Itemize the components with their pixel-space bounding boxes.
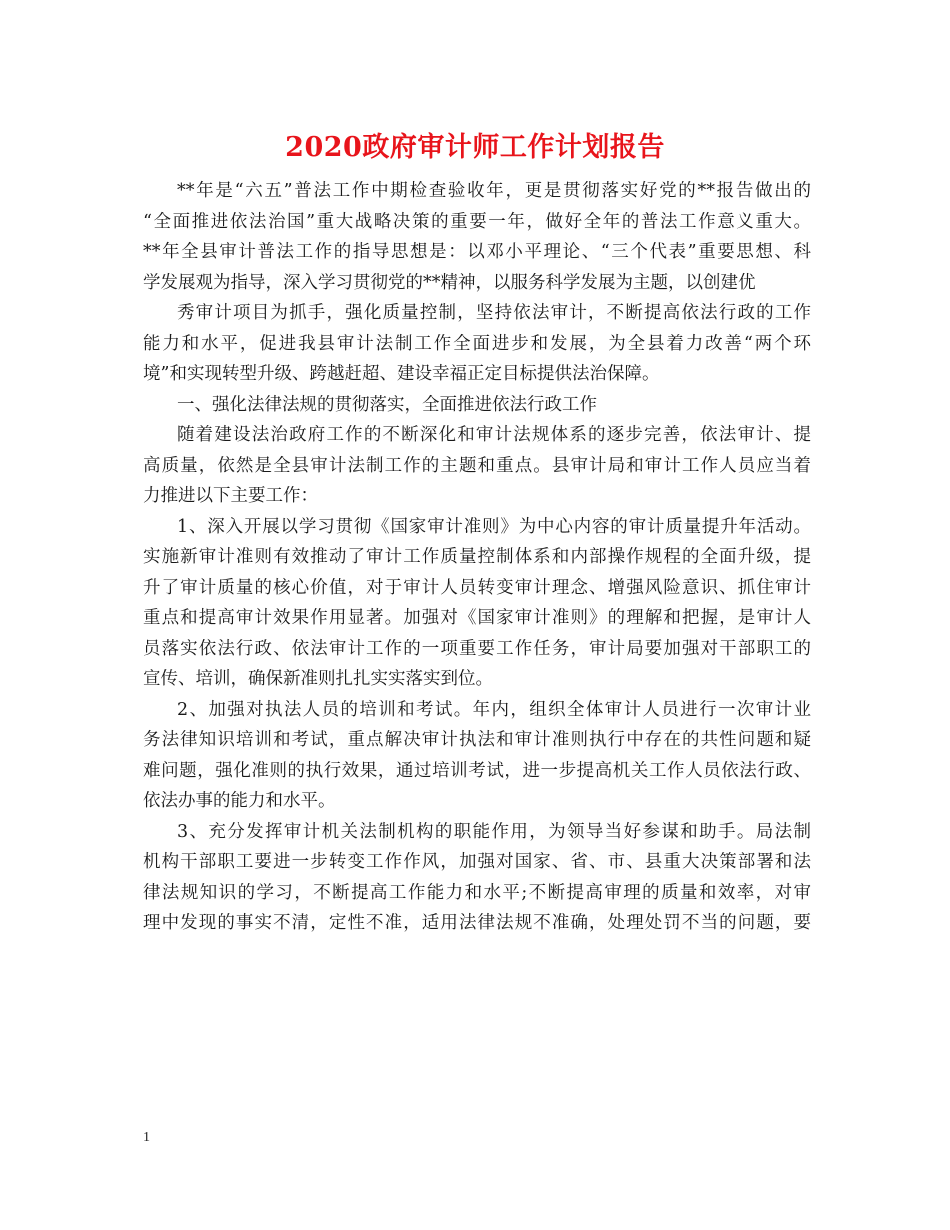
text-line: 实施新审计准则有效推动了审计工作质量控制体系和内部操作规程的全面升级，提 — [143, 547, 811, 567]
text-line: 高质量，依然是全县审计法制工作的主题和重点。县审计局和审计工作人员应当着 — [143, 455, 811, 476]
text-line: 务法律知识培训和考试，重点解决审计执法和审计准则执行中存在的共性问题和疑 — [143, 730, 811, 750]
text-line: 律法规知识的学习，不断提高工作能力和水平;不断提高审理的质量和效率，对审 — [143, 882, 811, 903]
text-line: 2、加强对执法人员的培训和考试。年内，组织全体审计人员进行一次审计业 — [177, 699, 811, 720]
text-line: 难问题，强化准则的执行效果，通过培训考试，进一步提高机关工作人员依法行政、 — [143, 760, 811, 781]
text-line: 能力和水平，促进我县审计法制工作全面进步和发展，为全县着力改善“两个环 — [143, 333, 811, 354]
text-line: 依法办事的能力和水平。 — [143, 791, 336, 811]
text-line: 力推进以下主要工作： — [143, 486, 318, 506]
page-number: 1 — [143, 1130, 150, 1145]
text-line: 宣传、培训，确保新准则扎扎实实落实到位。 — [143, 669, 493, 689]
text-line: 机构干部职工要进一步转变工作作风，加强对国家、省、市、县重大决策部署和法 — [143, 852, 811, 872]
text-line: 员落实依法行政、依法审计工作的一项重要工作任务，审计局要加强对干部职工的 — [143, 638, 811, 659]
text-line: **年全县审计普法工作的指导思想是：以邓小平理论、“三个代表”重要思想、科 — [143, 242, 811, 262]
text-line: 一、强化法律法规的贯彻落实，全面推进依法行政工作 — [177, 394, 597, 415]
text-line: 1、深入开展以学习贯彻《国家审计准则》为中心内容的审计质量提升年活动。 — [177, 516, 811, 537]
text-line: “全面推进依法治国”重大战略决策的重要一年，做好全年的普法工作意义重大。 — [143, 211, 811, 232]
text-line: **年是“六五”普法工作中期检查验收年，更是贯彻落实好党的**报告做出的 — [177, 181, 811, 201]
text-line: 3、充分发挥审计机关法制机构的职能作用，为领导当好参谋和助手。局法制 — [177, 821, 811, 842]
text-line: 理中发现的事实不清，定性不准，适用法律法规不准确，处理处罚不当的问题，要 — [143, 913, 811, 933]
text-line: 秀审计项目为抓手，强化质量控制，坚持依法审计，不断提高依法行政的工作 — [177, 303, 811, 323]
text-line: 随着建设法治政府工作的不断深化和审计法规体系的逐步完善，依法审计、提 — [177, 425, 811, 445]
document-body — [143, 176, 811, 939]
text-line: 学发展观为指导，深入学习贯彻党的**精神，以服务科学发展为主题，以创建优 — [143, 272, 756, 293]
text-line: 重点和提高审计效果作用显著。加强对《国家审计准则》的理解和把握，是审计人 — [143, 608, 811, 628]
document-title: 2020政府审计师工作计划报告 — [285, 132, 665, 163]
text-line: 升了审计质量的核心价值，对于审计人员转变审计理念、增强风险意识、抓住审计 — [143, 577, 811, 598]
text-line: 境”和实现转型升级、跨越赶超、建设幸福正定目标提供法治保障。 — [143, 364, 660, 384]
